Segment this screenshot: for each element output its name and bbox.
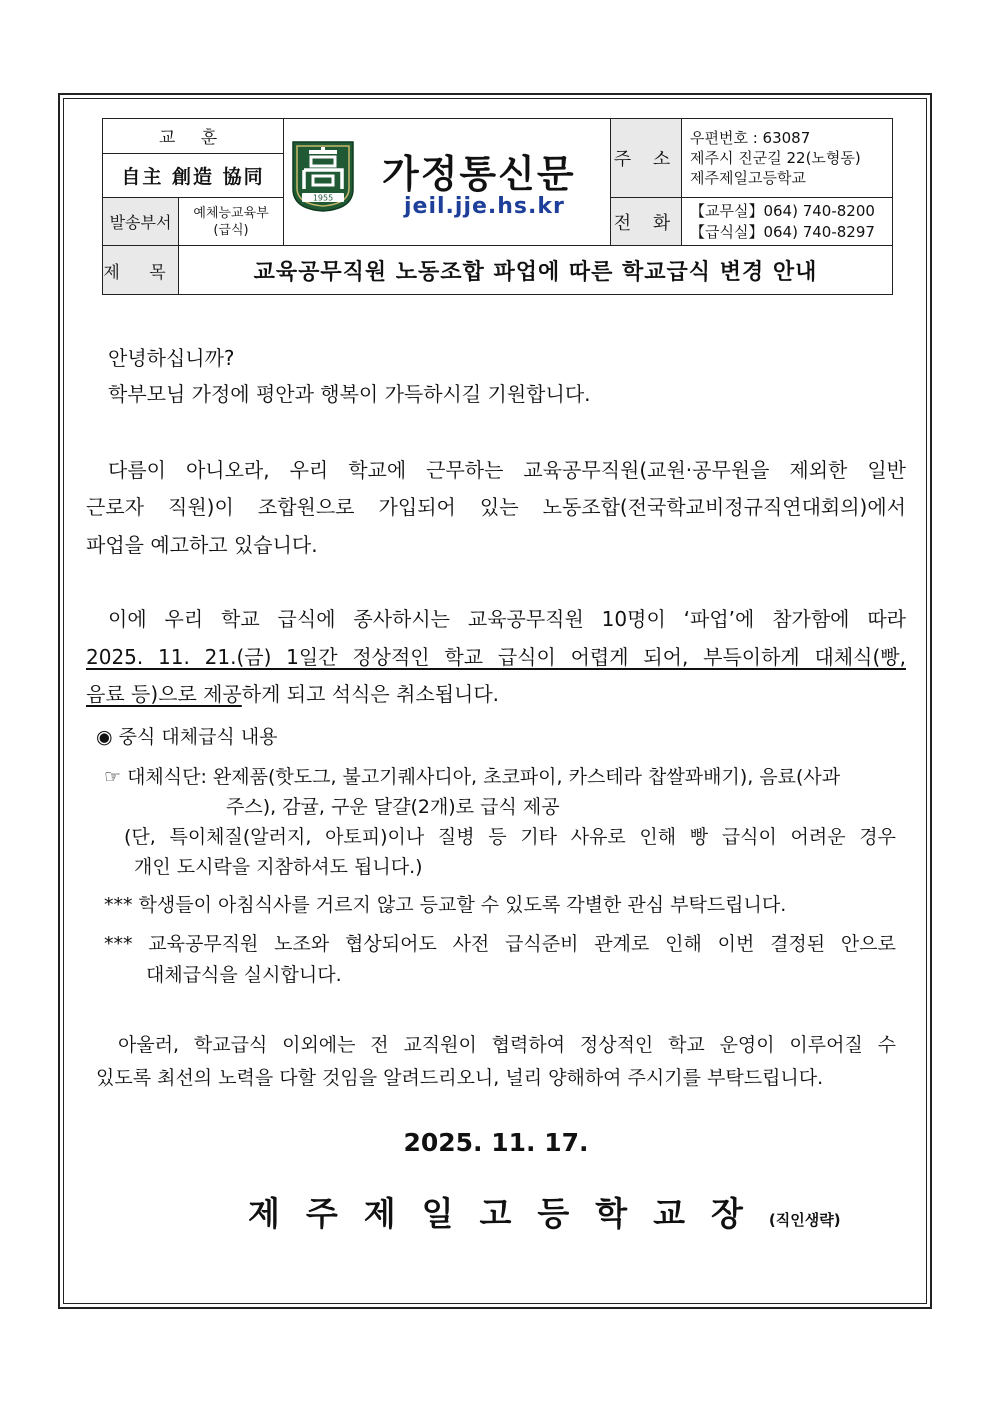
- paragraph-1-line-1: 다름이 아니오라, 우리 학교에 근무하는 교육공무직원(교원·공무원을 제외한 일반: [108, 458, 906, 482]
- school-motto: 自主 創造 協同: [103, 153, 284, 198]
- paragraph-2-line-2: 2025. 11. 21.(금) 1일간 정상적인 학교 급식이 어렵게 되어, 부득이하게 대체식(빵,: [86, 645, 906, 669]
- paragraph-1-line-2: 근로자 직원)이 조합원으로 가입되어 있는 노동조합(전국학교비정규직연대회의)에서: [86, 495, 906, 519]
- section-title: ◉ 중식 대체급식 내용: [96, 726, 278, 748]
- note-line-1: (단, 특이체질(알러지, 아토피)이나 질병 등 기타 사유로 인해 빵 급식이 어려운 경우: [124, 826, 896, 848]
- signature-line: [248, 1188, 841, 1235]
- document-title: 가정통신문: [382, 152, 576, 196]
- menu-line-2: 주스), 감귤, 구운 달걀(2개)로 급식 제공: [226, 796, 560, 818]
- title-block: [284, 119, 611, 246]
- street-address: 제주시 진군길 22(노형동): [690, 149, 861, 168]
- letter-header: [102, 118, 893, 295]
- sending-dept: [179, 198, 284, 246]
- subject-title: 교육공무직원 노동조합 파업에 따른 학교급식 변경 안내: [179, 246, 893, 295]
- issue-date: 2025. 11. 17.: [403, 1128, 589, 1157]
- notice-line-2: 대체급식을 실시합니다.: [146, 964, 342, 986]
- address-block: [682, 119, 893, 198]
- seal-note: (직인생략): [768, 1211, 841, 1229]
- paragraph-2-line-1: 이에 우리 학교 급식에 종사하시는 교육공무직원 10명이 ‘파업’에 참가함에 따라: [108, 607, 906, 631]
- paragraph-1-line-3: 파업을 예고하고 있습니다.: [86, 533, 318, 557]
- menu-line-1: ☞ 대체식단: 완제품(핫도그, 불고기퀘사디아, 초코파이, 카스테라 찹쌀꽈배기), 음료(사과: [104, 766, 841, 788]
- phone-cafeteria: 【급식실】064) 740-8297: [690, 222, 875, 241]
- school-url: jeil.jje.hs.kr: [404, 194, 565, 219]
- postal-code: 우편번호 : 63087: [690, 129, 811, 148]
- greeting-line-1: 안녕하십니까?: [108, 346, 235, 370]
- motto-heading: 교 훈: [103, 119, 284, 154]
- address-label: 주 소: [611, 119, 682, 198]
- subject-label: 제 목: [103, 246, 179, 295]
- dept-sub: (급식): [213, 222, 249, 238]
- closing-line-2: 있도록 최선의 노력을 다할 것임을 알려드리오니, 널리 양해하여 주시기를 부탁드립니다.: [96, 1067, 824, 1089]
- school-logo-icon: [290, 139, 356, 213]
- paragraph-2-line-3: [86, 678, 499, 707]
- signer-name: 제주제일고등학교장: [248, 1194, 769, 1233]
- svg-text:1955: 1955: [312, 193, 334, 203]
- underlined-phrase: 음료 등)으로 제공: [86, 682, 242, 706]
- dept-heading: 발송부서: [103, 198, 179, 246]
- phone-block: [682, 198, 893, 246]
- paragraph-2-tail: 하게 되고 석식은 취소됩니다.: [241, 682, 500, 706]
- closing-line-1: 아울러, 학교급식 이외에는 전 교직원이 협력하여 정상적인 학교 운영이 이루어질 수: [118, 1034, 896, 1056]
- note-line-2: 개인 도시락을 지참하셔도 됩니다.): [134, 856, 423, 878]
- phone-label: 전 화: [611, 198, 682, 246]
- dept-name: 예체능교육부: [193, 205, 269, 221]
- request-line: *** 학생들이 아침식사를 거르지 않고 등교할 수 있도록 각별한 관심 부탁드립니다.: [104, 894, 787, 916]
- phone-office: 【교무실】064) 740-8200: [690, 201, 875, 220]
- notice-line-1: *** 교육공무직원 노조와 협상되어도 사전 급식준비 관계로 인해 이번 결정된 안으로: [104, 933, 896, 955]
- school-name: 제주제일고등학교: [690, 169, 806, 188]
- greeting-line-2: 학부모님 가정에 평안과 행복이 가득하시길 기원합니다.: [108, 382, 591, 406]
